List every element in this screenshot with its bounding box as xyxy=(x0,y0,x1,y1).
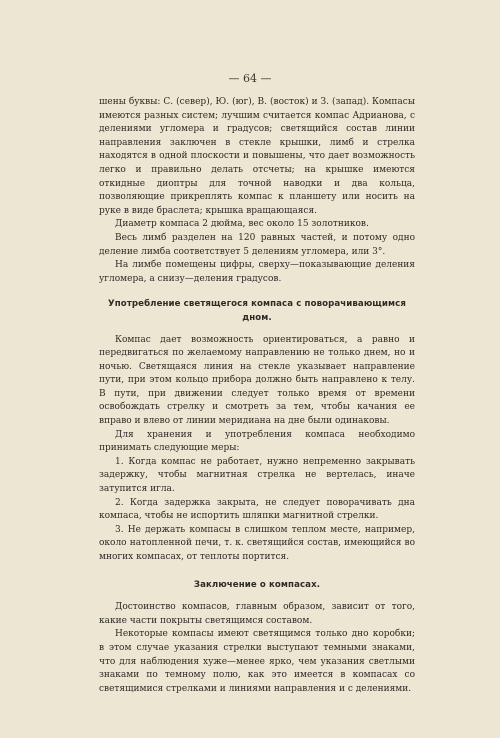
paragraph: Весь лимб разделен на 120 равных частей, и потому одно деление лимба соответствует 5 делениям угломера, или 3°. xyxy=(99,232,415,257)
list-item: 2. Когда задержка закрыта, не следует поворачивать дна компаса, чтобы не испортить шляпки магнитной стрелки. xyxy=(99,497,415,522)
paragraph: Некоторые компасы имеют светящимся только дно коробки; в этом случае указания стрелки выступают темными знаками, что для наблюдения хуже—менее ярко, чем указания светлыми знаками по темному полю, как это имеется в компасах со светящимися стрелками и линиями направления и с делениями. xyxy=(99,629,415,694)
list-item: 1. Когда компас не работает, нужно непременно закрывать задержку, чтобы магнитная стрелка не вертелась, иначе затупится игла. xyxy=(99,456,415,495)
section-heading: Заключение о компасах. xyxy=(193,579,321,590)
paragraph: На лимбе помещены цифры, сверху—показывающие деления угломера, а снизу—деления градусов. xyxy=(99,260,415,284)
paragraph: Для хранения и употребления компаса необходимо принимать следующие меры: xyxy=(99,429,415,454)
list-item: 3. Не держать компасы в слишком теплом месте, например, около натопленной печи, т. к. светящийся состав, имеющийся во многих компасах, от теплоты портится. xyxy=(99,524,415,562)
page-number: — 64 — xyxy=(228,72,272,85)
paragraph: Диаметр компаса 2 дюйма, вес около 15 золотников. xyxy=(115,219,369,230)
paragraph: шены буквы: С. (север), Ю. (юг), В. (восток) и З. (запад). Компасы имеются разных систем; лучшим считается компас Адрианова, с делениями угломера и градусов; светящийся состав линии направления заключен в стекле крышки, лимб и стрелка находятся в одной плоскости и повышены, что дает возможность легко и правильно делать отсчеты; на крышке имеются откидные диоптры для точной наводки и два кольца, позволяющие прикреплять компас к планшету или носить на руке в виде браслета; крышка вращающаяся. xyxy=(99,97,415,216)
section-heading: Употребление светящегося компаса с поворачивающимся дном. xyxy=(108,299,406,323)
paragraph: Достоинство компасов, главным образом, зависит от того, какие части покрыты светящимся составом. xyxy=(99,602,415,626)
paragraph: Компас дает возможность ориентироваться, а равно и передвигаться по желаемому направлению не только днем, но и ночью. Светящаяся линия на стекле указывает направление пути, при этом кольцо прибора должно быть направлено к телу. В пути, при движении следует только время от времени освобождать стрелку и смотреть за тем, чтобы качания ее вправо и влево от линии меридиана на дне были одинаковы. xyxy=(99,334,415,427)
page-body xyxy=(99,96,415,696)
